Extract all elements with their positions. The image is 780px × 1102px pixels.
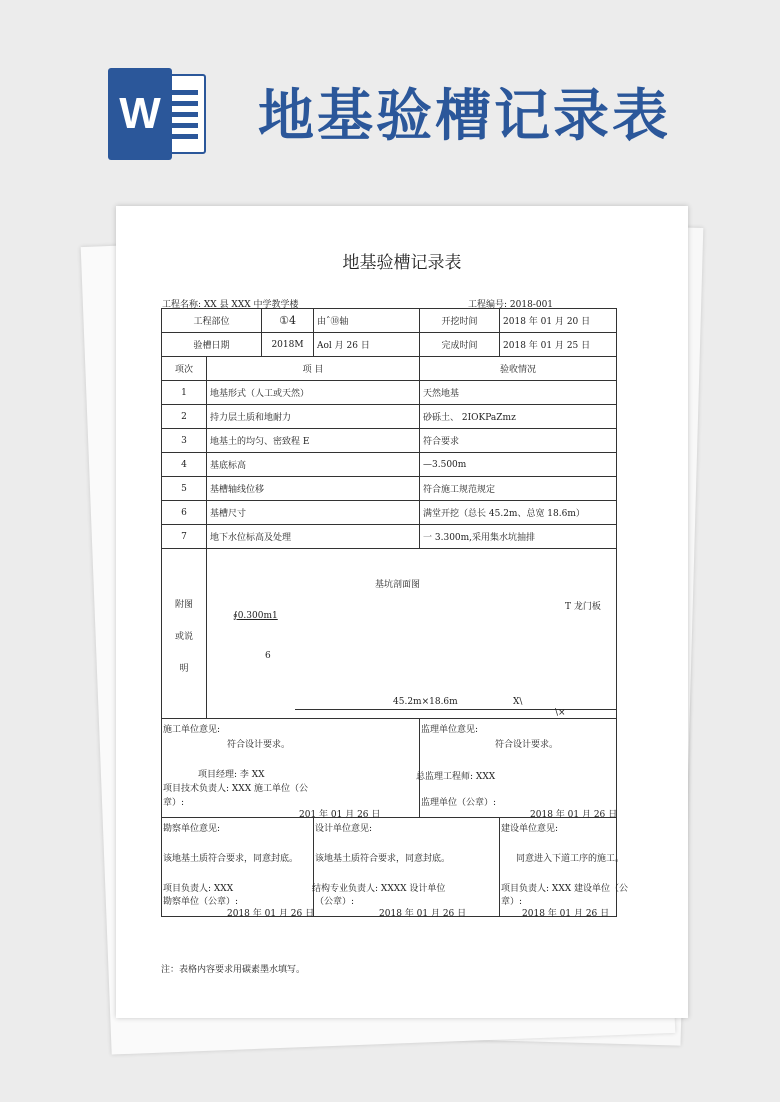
word-icon-letter: W <box>119 89 161 138</box>
item-no: 4 <box>162 453 207 477</box>
item-result: 天然地基 <box>420 381 617 405</box>
diagram-title: 基坑剖面图 <box>375 580 421 590</box>
project-manager: 项目经理: 李 XX <box>198 770 265 780</box>
survey-label: 勘察单位意见: <box>163 824 221 834</box>
pit-section-diagram <box>207 549 617 719</box>
dig-time-value: 2018 年 01 月 20 日 <box>500 309 617 333</box>
item-result: —3.500m <box>420 453 617 477</box>
item-name: 基底标高 <box>207 453 420 477</box>
supervision-opinion: 符合设计要求。 <box>495 740 559 750</box>
chief-engineer: 总监理工程师: XXX <box>416 772 496 782</box>
table-row <box>162 309 617 333</box>
diagram-mark-cross: \× <box>555 708 566 718</box>
gantry-board-note: T 龙门板 <box>565 602 601 612</box>
document-title: 地基验槽记录表 <box>342 253 462 273</box>
item-no: 1 <box>162 381 207 405</box>
item-name: 地下水位标高及处理 <box>207 525 420 549</box>
check-date-value-a: 2018M <box>262 333 314 357</box>
table-row <box>162 405 617 429</box>
supervision-opinion-cell <box>416 719 618 820</box>
elevation-label: ∮0.300m1 <box>233 611 278 621</box>
table-row <box>162 501 617 525</box>
dig-time-label: 开挖时间 <box>420 309 500 333</box>
item-result: 符合施工规范规定 <box>420 477 617 501</box>
design-seal: （公章）: <box>315 897 355 907</box>
table-row <box>162 429 617 453</box>
construction-opinion: 符合设计要求。 <box>227 740 291 750</box>
ground-line <box>295 709 616 710</box>
item-name: 基槽尺寸 <box>207 501 420 525</box>
item-no: 2 <box>162 405 207 429</box>
attachment-label-2: 或说 <box>174 632 193 642</box>
design-label: 设计单位意见: <box>315 824 373 834</box>
attachment-row <box>162 549 617 719</box>
item-name: 地基形式（人工或天然） <box>207 381 420 405</box>
word-app-icon <box>108 68 208 160</box>
survey-head: 项目负责人: XXX <box>163 884 234 894</box>
attachment-label-1: 附图 <box>174 600 193 610</box>
part-value-b: 由ˆ⑩轴 <box>314 309 420 333</box>
header-no: 项次 <box>162 357 207 381</box>
project-name: 工程名称: XX 县 XXX 中学教学楼 <box>162 300 299 310</box>
item-result: 满堂开挖（总长 45.2m、总宽 18.6m） <box>420 501 617 525</box>
construction-date: 201 年 01 月 26 日 <box>299 810 381 820</box>
builder-seal: 章）: <box>501 897 523 907</box>
finish-value: 2018 年 01 月 25 日 <box>500 333 617 357</box>
supervision-seal: 监理单位（公章）: <box>421 798 497 808</box>
construction-label: 施工单位意见: <box>163 725 221 735</box>
project-number: 工程编号: 2018-001 <box>468 300 554 310</box>
pit-dimensions: 45.2m×18.6m <box>393 697 458 707</box>
item-result: 砂砾土、 2IOKPaZmz <box>420 405 617 429</box>
item-no: 3 <box>162 429 207 453</box>
diagram-mark-x: X\ <box>513 697 523 707</box>
diagram-number: 6 <box>265 651 271 661</box>
supervision-date: 2018 年 01 月 26 日 <box>530 810 618 820</box>
item-no: 5 <box>162 477 207 501</box>
table-row <box>162 453 617 477</box>
item-name: 基槽轴线位移 <box>207 477 420 501</box>
builder-date: 2018 年 01 月 26 日 <box>522 909 610 919</box>
part-value-a: ①4 <box>262 309 314 333</box>
table-row <box>162 381 617 405</box>
table-row <box>162 525 617 549</box>
item-result: 符合要求 <box>420 429 617 453</box>
item-no: 7 <box>162 525 207 549</box>
supervision-label: 监理单位意见: <box>421 725 479 735</box>
item-no: 6 <box>162 501 207 525</box>
design-head: 结构专业负责人: XXXX 设计单位 <box>312 884 446 894</box>
check-date-label: 验槽日期 <box>162 333 262 357</box>
item-result: 一 3.300m,采用集水坑抽排 <box>420 525 617 549</box>
builder-head: 项目负责人: XXX 建设单位（公 <box>501 884 628 894</box>
item-name: 持力层土质和地耐力 <box>207 405 420 429</box>
survey-opinion-cell <box>162 818 314 917</box>
banner-title: 地基验槽记录表 <box>258 84 671 149</box>
finish-label: 完成时间 <box>420 333 500 357</box>
item-name: 地基土的均匀、密致程 E <box>207 429 420 453</box>
construction-seal: 章）: <box>163 798 185 808</box>
header-result: 验收情况 <box>420 357 617 381</box>
signature-row <box>162 818 617 917</box>
table-row <box>162 477 617 501</box>
check-date-value-b: Aol 月 26 日 <box>314 333 420 357</box>
footnote: 注：表格内容要求用碳素墨水填写。 <box>161 965 306 975</box>
attachment-label <box>162 549 207 719</box>
table-header-row <box>162 357 617 381</box>
builder-opinion: 同意进入下道工序的施工。 <box>516 854 625 864</box>
technical-lead: 项目技术负责人: XXX 施工单位（公 <box>163 784 308 794</box>
survey-seal: 勘察单位（公章）: <box>163 897 239 907</box>
survey-date: 2018 年 01 月 26 日 <box>227 909 315 919</box>
signature-row <box>162 719 617 818</box>
design-opinion-cell <box>314 818 500 917</box>
survey-opinion: 该地基土质符合要求，同意封底。 <box>163 854 299 864</box>
builder-opinion-cell <box>500 818 628 919</box>
word-icon-badge <box>108 68 172 160</box>
document-page <box>116 206 688 1018</box>
table-row <box>162 333 617 357</box>
attachment-label-3: 明 <box>179 664 189 674</box>
design-opinion: 该地基土质符合要求，同意封底。 <box>315 854 451 864</box>
design-date: 2018 年 01 月 26 日 <box>379 909 467 919</box>
inspection-table <box>161 308 628 919</box>
part-label: 工程部位 <box>162 309 262 333</box>
construction-opinion-cell <box>162 719 420 818</box>
builder-label: 建设单位意见: <box>501 824 559 834</box>
header-item: 项 目 <box>207 357 420 381</box>
